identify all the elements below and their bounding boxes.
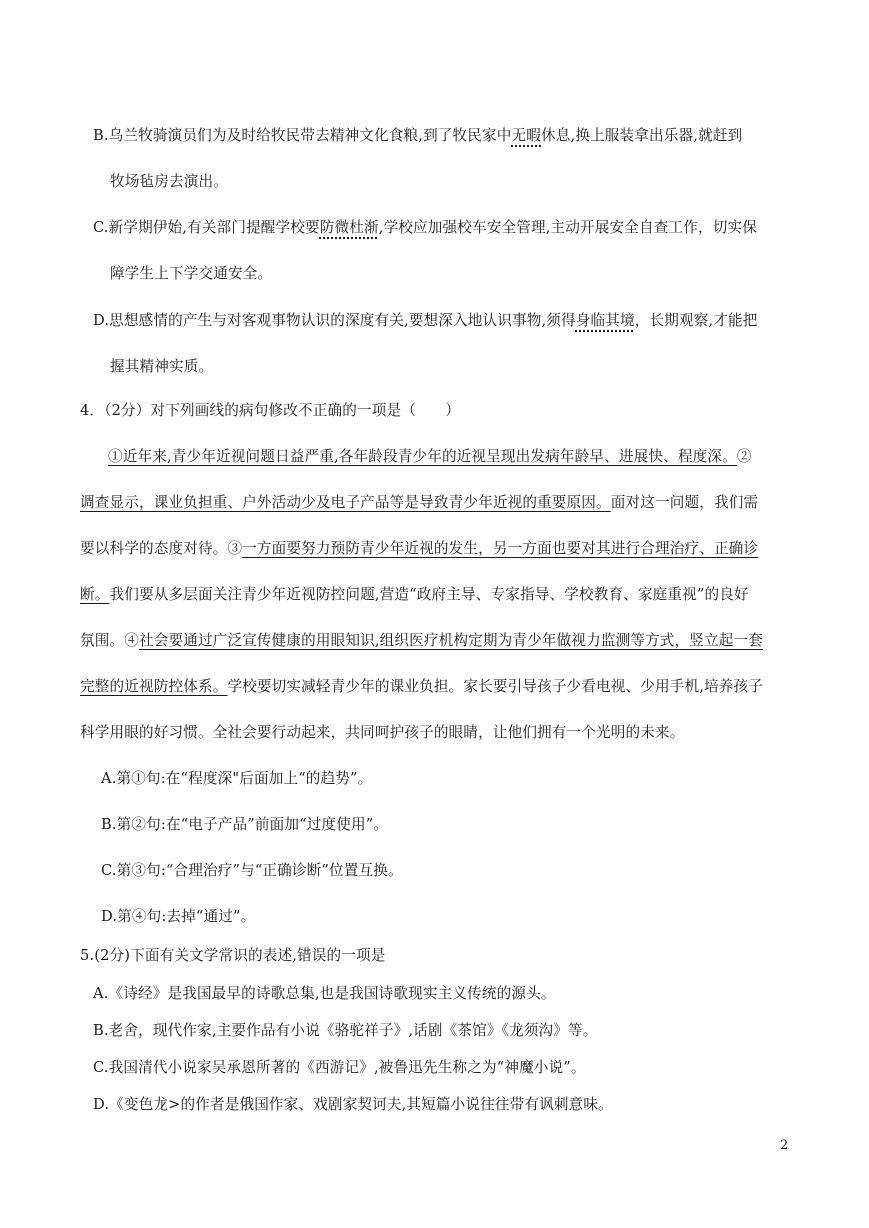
underlined-sentence-3: 一方面要努力预防青少年近视的发生，另一方面也要对其进行合理治疗、正确诊 [242, 540, 759, 557]
q3-option-d-line1: D.思想感情的产生与对客观事物认识的深度有关,要想深入地认识事物,须得身临其境，长期观察,才能把 [93, 312, 758, 329]
q4-stem: 4．（2分）对下列画线的病句修改不正确的一项是（ ） [80, 402, 461, 419]
q3-option-d-line2: 握其精神实质。 [110, 358, 214, 375]
q4-option-a: A.第①句:在“程度深"后面加上“的趋势”。 [101, 770, 373, 787]
q3-option-c-line2: 障学生上下学交通安全。 [110, 265, 273, 282]
q4-option-d: D.第④句:去掉“通过”。 [101, 908, 256, 925]
q3-option-c-line1: C.新学期伊始,有关部门提醒学校要防微杜渐,学校应加强校车安全管理,主动开展安全自查工作，切实保 [93, 219, 757, 236]
dotted-term: 身临其境 [575, 312, 635, 329]
q4-option-c: C.第③句:“合理治疗”与“正确诊断”位置互换。 [101, 862, 403, 879]
underlined-sentence-3-end: 断。 [80, 586, 110, 603]
q3-option-b-line1: B.乌兰牧骑演员们为及时给牧民带去精神文化食粮,到了牧民家中无暇休息,换上服装拿出乐器,就赶到 [93, 127, 743, 144]
underlined-sentence-2: 调查显示，课业负担重、户外活动少及电子产品等是导致青少年近视的重要原因。 [80, 494, 611, 511]
q5-option-c: C.我国清代小说家吴承恩所著的《西游记》,被鲁迅先生称之为“神魔小说”。 [93, 1059, 586, 1076]
q4-passage-line4: 断。我们要从多层面关注青少年近视防控问题,营造“政府主导、专家指导、学校教育、家庭重视”的良好 [80, 586, 749, 603]
q4-passage-line3: 要以科学的态度对待。③一方面要努力预防青少年近视的发生，另一方面也要对其进行合理治疗、正确诊 [80, 540, 759, 557]
q3-option-b-line2: 牧场毡房去演出。 [110, 173, 228, 190]
q4-passage-line2: 调查显示，课业负担重、户外活动少及电子产品等是导致青少年近视的重要原因。面对这一问题，我们需 [80, 494, 759, 511]
q5-option-b: B.老舍，现代作家,主要作品有小说《骆驼祥子》,话剧《茶馆》《龙须沟》等。 [93, 1022, 598, 1039]
underlined-sentence-4-end: 完整的近视防控体系。 [80, 678, 228, 695]
q5-option-a: A.《诗经》是我国最早的诗歌总集,也是我国诗歌现实主义传统的源头。 [93, 985, 556, 1002]
q5-option-d: D.《变色龙>的作者是俄国作家、戏剧家契诃夫,其短篇小说往往带有讽刺意味。 [93, 1096, 613, 1113]
q5-stem: 5.(2分)下面有关文学常识的表述,错误的一项是 [80, 947, 386, 964]
q4-option-b: B.第②句:在“电子产品”前面加“过度使用”。 [101, 816, 389, 833]
underlined-sentence-4: 社会要通过广泛宣传健康的用眼知识,组织医疗机构定期为青少年做视力监测等方式，竖立起一套 [138, 632, 764, 649]
underlined-sentence-1: ①近年来,青少年近视问题日益严重,各年龄段青少年的近视呈现出发病年龄早、进展快、程度深。 [108, 448, 737, 465]
page-number: 2 [780, 1138, 789, 1153]
q4-passage-line6: 完整的近视防控体系。学校要切实减轻青少年的课业负担。家长要引导孩子少看电视、少用手机,培养孩子 [80, 678, 764, 695]
q4-passage-line1: ①近年来,青少年近视问题日益严重,各年龄段青少年的近视呈现出发病年龄早、进展快、程度深。② [108, 448, 752, 465]
q4-passage-line5: 氛围。④社会要通过广泛宣传健康的用眼知识,组织医疗机构定期为青少年做视力监测等方式，竖立起一套 [80, 632, 764, 649]
dotted-term: 防微杜渐 [319, 219, 379, 236]
dotted-term: 无暇 [511, 127, 542, 144]
q4-passage-line7: 科学用眼的好习惯。全社会要行动起来，共同呵护孩子的眼睛，让他们拥有一个光明的未来。 [80, 724, 685, 741]
